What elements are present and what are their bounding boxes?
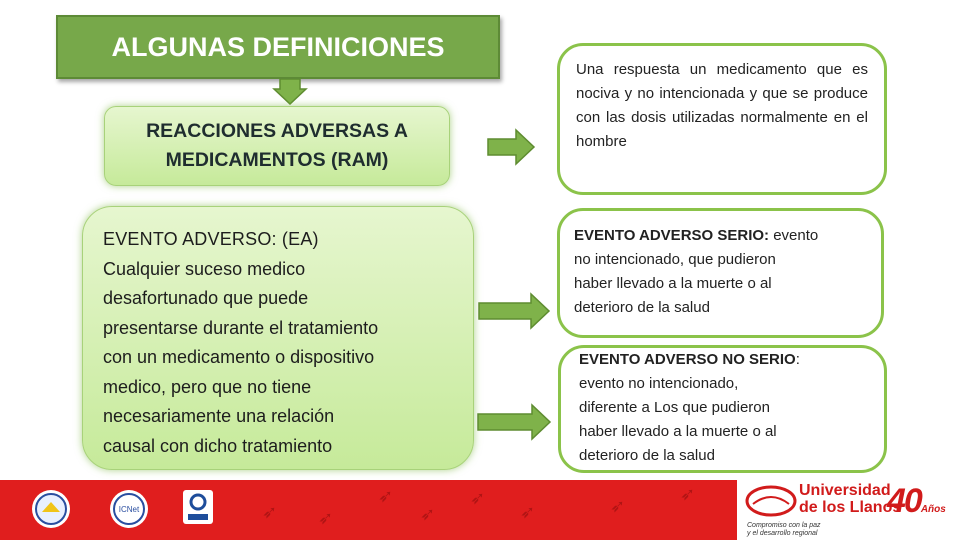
ram-title-line2: MEDICAMENTOS (RAM) <box>165 149 389 171</box>
arrow-no-serio <box>476 402 554 442</box>
serio-box <box>557 208 884 338</box>
bird-icon: ➶ <box>520 502 536 522</box>
bird-icon: ➶ <box>470 488 486 508</box>
no-serio-label: EVENTO ADVERSO NO SERIO <box>579 351 796 368</box>
icnet-seal-icon <box>110 490 148 528</box>
tagline-line2: y el desarrollo regional <box>747 530 818 537</box>
no-serio-line: deterioro de la salud <box>579 447 715 464</box>
serio-line: no intencionado, que pudieron <box>574 251 776 268</box>
certification-seal-icon <box>183 490 213 524</box>
arrow-ram <box>486 127 538 167</box>
ea-line: con un medicamento o dispositivo <box>103 347 375 367</box>
no-serio-line: evento no intencionado, <box>579 375 739 392</box>
ram-definition-box <box>557 43 887 195</box>
ea-line: presentarse durante el tratamiento <box>103 317 379 338</box>
slide-title: ALGUNAS DEFINICIONES <box>56 15 500 79</box>
bird-icon: ➶ <box>610 496 626 516</box>
ram-box <box>104 106 450 186</box>
serio-line: haber llevado a la muerte o al <box>574 275 772 292</box>
institution-seal-icon <box>32 490 70 528</box>
serio-line: deterioro de la salud <box>574 299 710 316</box>
anniversary-logo: 40Años <box>887 482 946 520</box>
bird-icon: ➶ <box>318 508 334 528</box>
no-serio-line: haber llevado a la muerte o al <box>579 423 777 440</box>
serio-text: evento <box>769 227 819 244</box>
no-serio-box: EVENTO ADVERSO NO SERIO: evento no intencionado, diferente a Los que pudieron haber llevado a la muerte o al deterioro de la salud <box>558 345 887 473</box>
ea-line: desafortunado que puede <box>103 288 309 308</box>
university-emblem-icon <box>745 484 797 518</box>
ea-line: necesariamente una relación <box>103 406 335 426</box>
ea-line: Cualquier suceso medico <box>103 258 306 279</box>
university-name-line2: de los Llanos <box>799 499 902 516</box>
bird-icon: ➶ <box>262 502 278 522</box>
bird-icon: ➶ <box>420 504 436 524</box>
bird-icon: ➶ <box>378 486 394 506</box>
university-name-line1: Universidad <box>799 482 891 499</box>
tagline-line1: Compromiso con la paz <box>747 522 821 529</box>
arrow-serio <box>477 291 553 331</box>
evento-adverso-heading: EVENTO ADVERSO: (EA) <box>103 229 319 249</box>
ram-definition-text: Una respuesta un medicamento que es nociva y no intencionada y que se produce con las dosis utilizadas normalmente en el hombre <box>576 61 868 150</box>
university-logo <box>737 480 960 540</box>
no-serio-line: diferente a Los que pudieron <box>579 399 770 416</box>
ram-title-line1: REACCIONES ADVERSAS A <box>146 120 408 142</box>
serio-label: EVENTO ADVERSO SERIO: <box>574 227 770 244</box>
down-arrow <box>272 79 308 105</box>
ea-line: medico, pero que no tiene <box>103 376 312 397</box>
svg-text:ICNet: ICNet <box>118 505 140 514</box>
evento-adverso-box <box>82 206 474 470</box>
bird-icon: ➶ <box>680 484 696 504</box>
ea-line: causal con dicho tratamiento <box>103 435 333 456</box>
